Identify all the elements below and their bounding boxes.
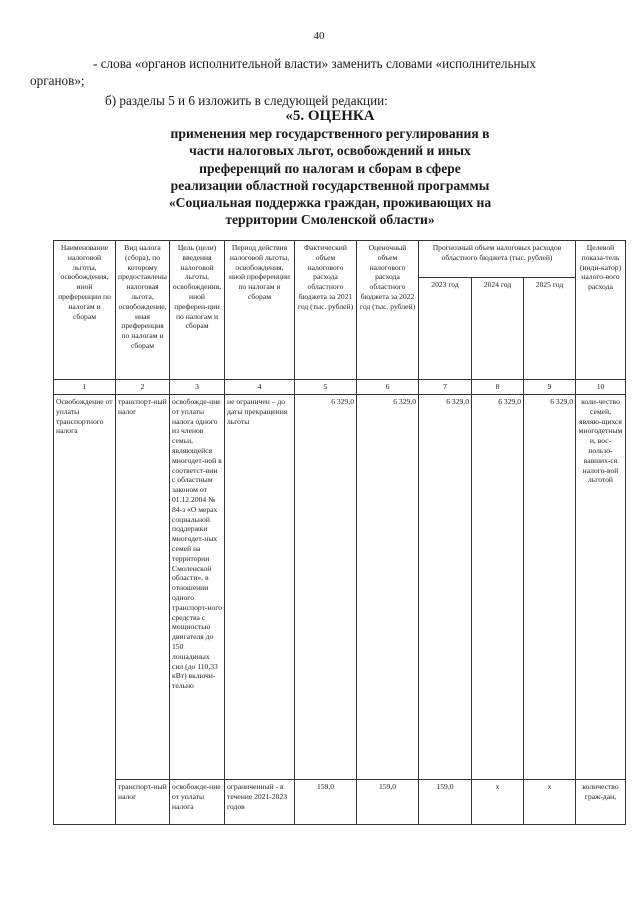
heading-line-1: «5. ОЦЕНКА xyxy=(285,108,375,124)
header-year-2023: 2023 год xyxy=(419,278,472,380)
row1-forecast-2025: 6 329,0 xyxy=(524,395,576,780)
header-forecast: Прогнозный объем налоговых расходов областного бюджета (тыс. рублей) xyxy=(419,241,576,278)
row2-period: ограниченный - в течение 2021-2023 годов xyxy=(225,780,295,825)
row1-period: не ограничен – до даты прекращения льготы xyxy=(225,395,295,780)
row2-forecast-2023: 159,0 xyxy=(419,780,472,825)
column-number: 4 xyxy=(225,380,295,395)
section-heading xyxy=(100,108,560,228)
column-number: 3 xyxy=(170,380,225,395)
table-header-row xyxy=(54,241,626,278)
row2-purpose: освобожде-ние от уплаты налога xyxy=(170,780,225,825)
row2-target-indicator: количество граж-дан, xyxy=(576,780,626,825)
column-number: 2 xyxy=(116,380,170,395)
header-period: Период действия налоговой льготы, освобождения, иной преференции по налогам и сборам xyxy=(225,241,295,380)
heading-line-7: территории Смоленской области» xyxy=(225,212,435,228)
column-number-row xyxy=(54,380,626,395)
column-number: 6 xyxy=(357,380,419,395)
header-purpose: Цель (цели) введения налоговой льготы, освобождения, иной преферен-ции по налогам и сборам xyxy=(170,241,225,380)
row2-forecast-2024: х xyxy=(472,780,524,825)
row1-forecast-2023: 6 329,0 xyxy=(419,395,472,780)
column-number: 8 xyxy=(472,380,524,395)
column-number: 7 xyxy=(419,380,472,395)
row1-tax-type: транспорт-ный налог xyxy=(116,395,170,780)
paragraph-replace-words: - слова «органов исполнительной власти» заменить словами «исполнительных xyxy=(93,56,536,71)
tax-expenditure-table xyxy=(53,240,626,825)
row2-forecast-2025: х xyxy=(524,780,576,825)
table-row xyxy=(54,780,626,825)
page-number: 40 xyxy=(313,30,325,42)
row2-estimate-2022: 159,0 xyxy=(357,780,419,825)
heading-line-6: «Социальная поддержка граждан, проживающих на xyxy=(168,195,492,211)
column-number: 9 xyxy=(524,380,576,395)
heading-line-3: части налоговых льгот, освобождений и иных xyxy=(189,143,471,159)
header-estimate-2022: Оценочный объем налогового расхода областного бюджета за 2022 год (тыс. рублей) xyxy=(357,241,419,380)
row1-actual-2021: 6 329,0 xyxy=(295,395,357,780)
heading-line-2: применения мер государственного регулирования в xyxy=(170,126,490,142)
paragraph-sections-5-6: б) разделы 5 и 6 изложить в следующей редакции: xyxy=(105,93,388,108)
header-year-2024: 2024 год xyxy=(472,278,524,380)
table-row xyxy=(54,395,626,780)
header-actual-2021: Фактический объем налогового расхода областного бюджета за 2021 год (тыс. рублей) xyxy=(295,241,357,380)
column-number: 10 xyxy=(576,380,626,395)
row2-actual-2021: 159,0 xyxy=(295,780,357,825)
row1-benefit-name: Освобождение от уплаты транспортного налога xyxy=(54,395,116,825)
header-tax-benefit-name: Наименование налоговой льготы, освобождения, иной преференции по налогам и сборам xyxy=(54,241,116,380)
column-number: 5 xyxy=(295,380,357,395)
column-number: 1 xyxy=(54,380,116,395)
row2-tax-type: транспорт-ный налог xyxy=(116,780,170,825)
heading-line-4: преференций по налогам и сборам в сфере xyxy=(199,160,461,176)
header-year-2025: 2025 год xyxy=(524,278,576,380)
heading-line-5: реализации областной государственной программы xyxy=(170,177,490,193)
header-tax-type: Вид налога (сбора), по которому предоставлены налоговая льгота, освобождение, иная преференция по налогам и сборам xyxy=(116,241,170,380)
header-target-indicator: Целевой показа-тель (инди-катор) налого-вого расхода xyxy=(576,241,626,380)
row1-forecast-2024: 6 329,0 xyxy=(472,395,524,780)
row1-estimate-2022: 6 329,0 xyxy=(357,395,419,780)
row1-target-indicator: коли-чество семей, являю-щихся многодетными, вос-пользо-вавших-ся налого-вой льготой xyxy=(576,395,626,780)
row1-purpose: освобожде-ние от уплаты налога одного из членов семьи, являющейся многодет-ной в соответст-вии с областным законом от 01.12.2004 № 84-з «О мерах социальной поддержки многодет-ных семей на территории Смоленской области», в отношении одного транспорт-ного средства с мощностью двигателя до 150 лошадиных сил (до 110,33 кВт) включи-тельно xyxy=(170,395,225,780)
paragraph-replace-words-cont: органов»; xyxy=(30,73,85,88)
